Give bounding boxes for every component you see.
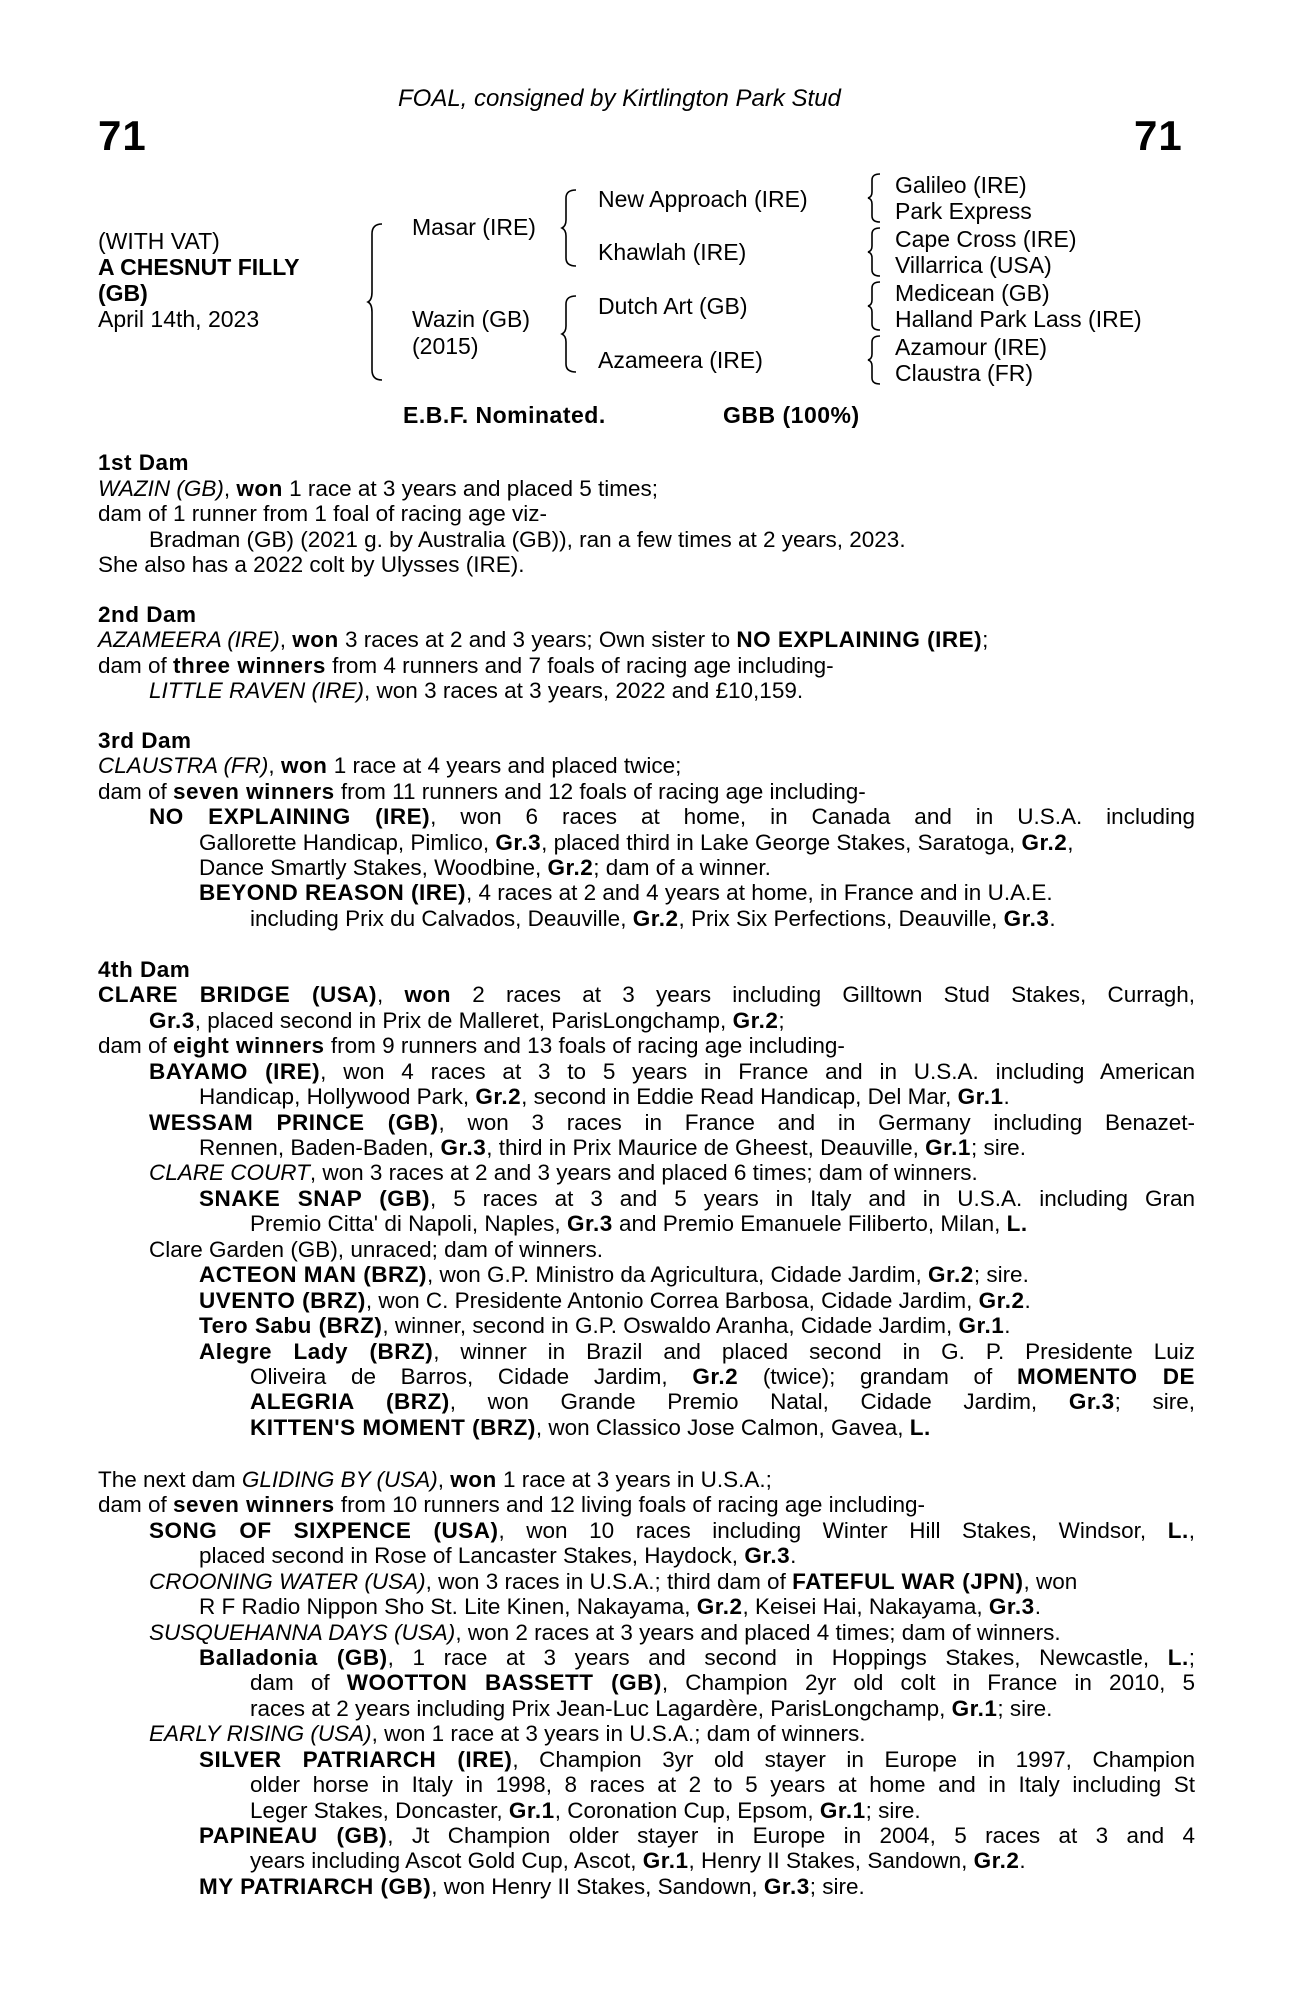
first-dam-line-2: dam of 1 runner from 1 foal of racing age viz- bbox=[98, 501, 547, 526]
pedigree-bracket-g1 bbox=[868, 172, 882, 224]
gg-8: Claustra (FR) bbox=[895, 360, 1034, 386]
next-dam-line-6: R F Radio Nippon Sho St. Lite Kinen, Nakayama, Gr.2, Keisei Hai, Nakayama, Gr.3. bbox=[199, 1594, 1041, 1619]
next-dam-line-13: older horse in Italy in 1998, 8 races at 2 to 5 years at home and in Italy including St bbox=[250, 1772, 1195, 1797]
dam-year: (2015) bbox=[412, 333, 479, 359]
gg-2: Park Express bbox=[895, 198, 1032, 224]
next-dam-line-11: EARLY RISING (USA), won 1 race at 3 years in U.S.A.; dam of winners. bbox=[149, 1721, 866, 1746]
next-dam-line-10: races at 2 years including Prix Jean-Luc Lagardère, ParisLongchamp, Gr.1; sire. bbox=[250, 1696, 1053, 1721]
lot-number-right: 71 bbox=[1134, 112, 1183, 159]
fourth-dam-line-17: ALEGRIA (BRZ), won Grande Premio Natal, Cidade Jardim, Gr.3; sire, bbox=[250, 1389, 1195, 1414]
fourth-dam-line-15: Alegre Lady (BRZ), winner in Brazil and placed second in G. P. Presidente Luiz bbox=[199, 1339, 1195, 1364]
third-dam-line-4: Gallorette Handicap, Pimlico, Gr.3, placed third in Lake George Stakes, Saratoga, Gr.2, bbox=[199, 830, 1074, 855]
next-dam-line-8: Balladonia (GB), 1 race at 3 years and second in Hoppings Stakes, Newcastle, L.; bbox=[199, 1645, 1195, 1670]
second-dam-line-3: LITTLE RAVEN (IRE), won 3 races at 3 years, 2022 and £10,159. bbox=[149, 678, 804, 703]
horse-country: (GB) bbox=[98, 280, 148, 306]
gg-3: Cape Cross (IRE) bbox=[895, 226, 1077, 252]
dam-dam: Azameera (IRE) bbox=[598, 347, 763, 373]
third-dam-line-2: dam of seven winners from 11 runners and 12 foals of racing age including- bbox=[98, 779, 866, 804]
sire-dam: Khawlah (IRE) bbox=[598, 239, 747, 265]
next-dam-line-4: placed second in Rose of Lancaster Stakes, Haydock, Gr.3. bbox=[199, 1543, 797, 1568]
fourth-dam-line-10: Premio Citta' di Napoli, Naples, Gr.3 and Premio Emanuele Filiberto, Milan, L. bbox=[250, 1211, 1028, 1236]
fourth-dam-line-2: Gr.3, placed second in Prix de Malleret, ParisLongchamp, Gr.2; bbox=[149, 1008, 785, 1033]
gg-6: Halland Park Lass (IRE) bbox=[895, 306, 1142, 332]
horse-name: A CHESNUT FILLY bbox=[98, 254, 300, 280]
next-dam-line-3: SONG OF SIXPENCE (USA), won 10 races including Winter Hill Stakes, Windsor, L., bbox=[149, 1518, 1195, 1543]
third-dam-line-6: BEYOND REASON (IRE), 4 races at 2 and 4 years at home, in France and in U.A.E. bbox=[199, 880, 1053, 905]
fourth-dam-line-8: CLARE COURT, won 3 races at 2 and 3 years and placed 6 times; dam of winners. bbox=[149, 1160, 978, 1185]
fourth-dam-line-9: SNAKE SNAP (GB), 5 races at 3 and 5 years in Italy and in U.S.A. including Gran bbox=[199, 1186, 1195, 1211]
fourth-dam-line-16: Oliveira de Barros, Cidade Jardim, Gr.2 (twice); grandam of MOMENTO DE bbox=[250, 1364, 1195, 1389]
section-second-dam: 2nd Dam bbox=[98, 602, 197, 627]
fourth-dam-line-1: CLARE BRIDGE (USA), won 2 races at 3 years including Gilltown Stud Stakes, Curragh, bbox=[98, 982, 1195, 1007]
foaling-date: April 14th, 2023 bbox=[98, 306, 260, 332]
sire: Masar (IRE) bbox=[412, 214, 536, 240]
fourth-dam-line-12: ACTEON MAN (BRZ), won G.P. Ministro da Agricultura, Cidade Jardim, Gr.2; sire. bbox=[199, 1262, 1029, 1287]
dam-sire: Dutch Art (GB) bbox=[598, 293, 748, 319]
next-dam-line-7: SUSQUEHANNA DAYS (USA), won 2 races at 3 years and placed 4 times; dam of winners. bbox=[149, 1620, 1061, 1645]
consignor-line: FOAL, consigned by Kirtlington Park Stud bbox=[398, 85, 841, 112]
section-third-dam: 3rd Dam bbox=[98, 728, 192, 753]
pedigree-bracket-sire bbox=[562, 188, 578, 268]
fourth-dam-line-3: dam of eight winners from 9 runners and 13 foals of racing age including- bbox=[98, 1033, 845, 1058]
next-dam-line-12: SILVER PATRIARCH (IRE), Champion 3yr old stayer in Europe in 1997, Champion bbox=[199, 1747, 1195, 1772]
fourth-dam-line-18: KITTEN'S MOMENT (BRZ), won Classico Jose Calmon, Gavea, L. bbox=[250, 1415, 931, 1440]
next-dam-line-15: PAPINEAU (GB), Jt Champion older stayer in Europe in 2004, 5 races at 3 and 4 bbox=[199, 1823, 1195, 1848]
pedigree-bracket-g2 bbox=[868, 226, 882, 278]
gg-5: Medicean (GB) bbox=[895, 280, 1050, 306]
next-dam-line-16: years including Ascot Gold Cup, Ascot, Gr.1, Henry II Stakes, Sandown, Gr.2. bbox=[250, 1848, 1026, 1873]
pedigree-bracket-g4 bbox=[868, 334, 882, 386]
vat-note: (WITH VAT) bbox=[98, 228, 220, 254]
dam: Wazin (GB) bbox=[412, 306, 530, 332]
third-dam-line-5: Dance Smartly Stakes, Woodbine, Gr.2; dam of a winner. bbox=[199, 855, 771, 880]
pedigree-bracket-dam bbox=[562, 294, 578, 374]
fourth-dam-line-5: Handicap, Hollywood Park, Gr.2, second in Eddie Read Handicap, Del Mar, Gr.1. bbox=[199, 1084, 1010, 1109]
gg-4: Villarrica (USA) bbox=[895, 252, 1052, 278]
fourth-dam-line-6: WESSAM PRINCE (GB), won 3 races in France and in Germany including Benazet- bbox=[149, 1110, 1196, 1135]
fourth-dam-line-11: Clare Garden (GB), unraced; dam of winners. bbox=[149, 1237, 603, 1262]
third-dam-line-7: including Prix du Calvados, Deauville, Gr.2, Prix Six Perfections, Deauville, Gr.3. bbox=[250, 906, 1056, 931]
fourth-dam-line-7: Rennen, Baden-Baden, Gr.3, third in Prix Maurice de Gheest, Deauville, Gr.1; sire. bbox=[199, 1135, 1026, 1160]
pedigree-bracket-g3 bbox=[868, 280, 882, 332]
fourth-dam-line-4: BAYAMO (IRE), won 4 races at 3 to 5 years in France and in U.S.A. including American bbox=[149, 1059, 1195, 1084]
third-dam-line-3: NO EXPLAINING (IRE), won 6 races at home, in Canada and in U.S.A. including bbox=[149, 804, 1195, 829]
next-dam-line-1: The next dam GLIDING BY (USA), won 1 race at 3 years in U.S.A.; bbox=[98, 1467, 772, 1492]
next-dam-line-14: Leger Stakes, Doncaster, Gr.1, Coronation Cup, Epsom, Gr.1; sire. bbox=[250, 1798, 921, 1823]
next-dam-line-2: dam of seven winners from 10 runners and 12 living foals of racing age including- bbox=[98, 1492, 925, 1517]
next-dam-line-9: dam of WOOTTON BASSETT (GB), Champion 2yr old colt in France in 2010, 5 bbox=[250, 1670, 1195, 1695]
section-first-dam: 1st Dam bbox=[98, 450, 190, 475]
pedigree-bracket-main bbox=[368, 222, 384, 382]
section-fourth-dam: 4th Dam bbox=[98, 957, 191, 982]
gbb-note: GBB (100%) bbox=[723, 402, 860, 428]
fourth-dam-line-13: UVENTO (BRZ), won C. Presidente Antonio Correa Barbosa, Cidade Jardim, Gr.2. bbox=[199, 1288, 1031, 1313]
next-dam-line-17: MY PATRIARCH (GB), won Henry II Stakes, Sandown, Gr.3; sire. bbox=[199, 1874, 865, 1899]
first-dam-line-3: Bradman (GB) (2021 g. by Australia (GB)), ran a few times at 2 years, 2023. bbox=[149, 527, 906, 552]
ebf-note: E.B.F. Nominated. bbox=[403, 402, 606, 428]
gg-7: Azamour (IRE) bbox=[895, 334, 1048, 360]
lot-number-left: 71 bbox=[98, 112, 147, 159]
second-dam-line-1: AZAMEERA (IRE), won 3 races at 2 and 3 years; Own sister to NO EXPLAINING (IRE); bbox=[98, 627, 989, 652]
gg-1: Galileo (IRE) bbox=[895, 172, 1027, 198]
fourth-dam-line-14: Tero Sabu (BRZ), winner, second in G.P. Oswaldo Aranha, Cidade Jardim, Gr.1. bbox=[199, 1313, 1011, 1338]
third-dam-line-1: CLAUSTRA (FR), won 1 race at 4 years and placed twice; bbox=[98, 753, 682, 778]
first-dam-line-4: She also has a 2022 colt by Ulysses (IRE). bbox=[98, 552, 525, 577]
sire-sire: New Approach (IRE) bbox=[598, 186, 808, 212]
next-dam-line-5: CROONING WATER (USA), won 3 races in U.S.A.; third dam of FATEFUL WAR (JPN), won bbox=[149, 1569, 1078, 1594]
second-dam-line-2: dam of three winners from 4 runners and 7 foals of racing age including- bbox=[98, 653, 834, 678]
first-dam-line-1: WAZIN (GB), won 1 race at 3 years and placed 5 times; bbox=[98, 476, 659, 501]
